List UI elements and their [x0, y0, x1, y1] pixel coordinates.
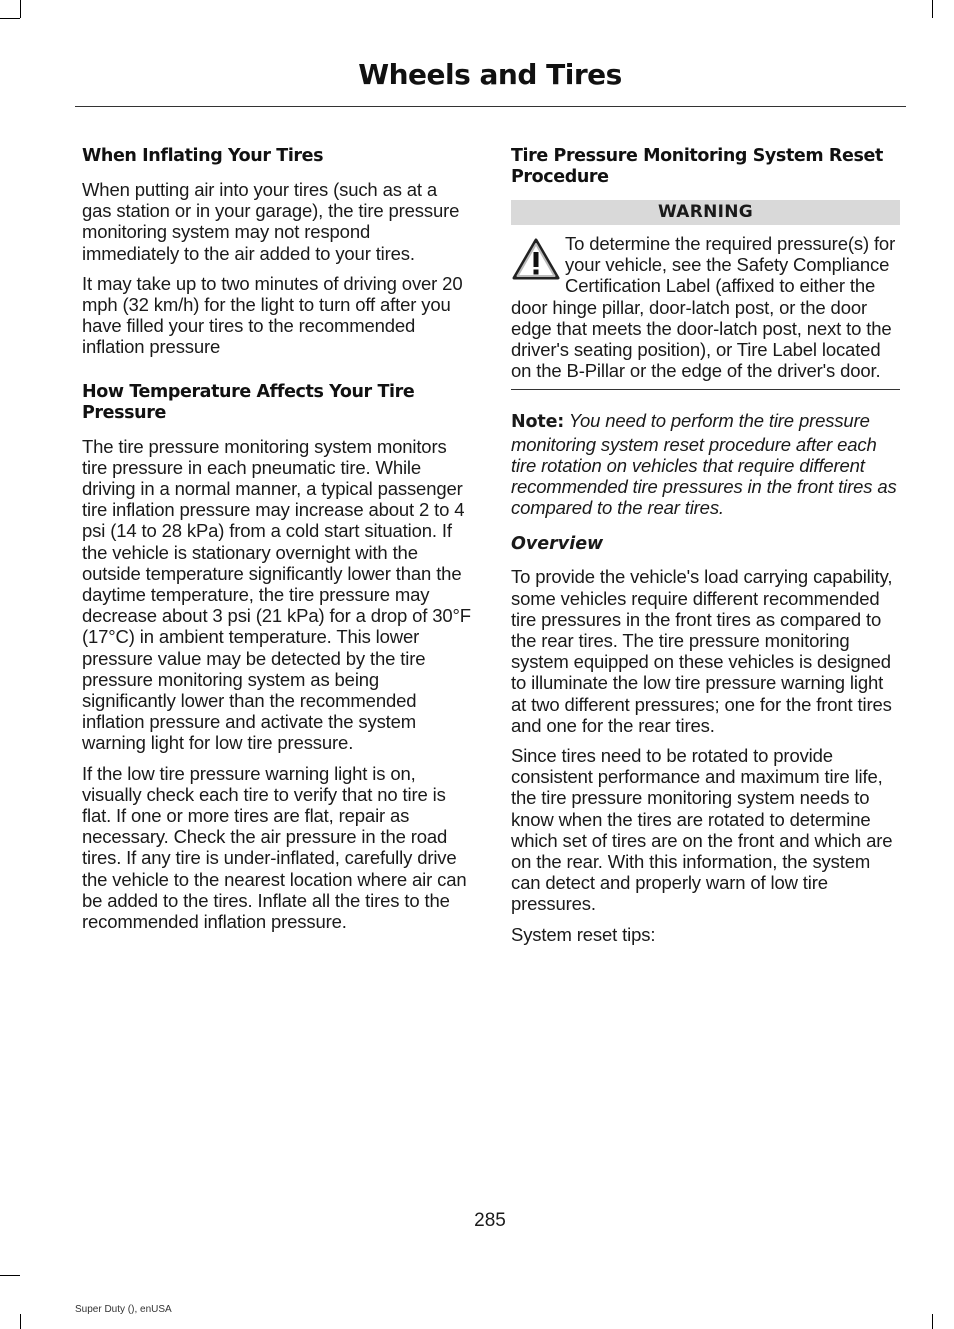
paragraph: When putting air into your tires (such as at a gas station or in your garage), the tire pressure monitoring system may not respond immediately to the air added to your tires. — [82, 179, 460, 264]
note-label: Note: — [511, 412, 565, 433]
crop-mark — [932, 0, 933, 18]
section-heading-inflating: When Inflating Your Tires — [82, 146, 324, 166]
paragraph: Since tires need to be rotated to provide consistent performance and maximum tire life, the tire pressure monitoring system needs to know when the tires are rotated to determine which set of tires are on the front and which are on the rear. With this information, the system can detect and properly warn of low tire pressures. — [511, 745, 893, 915]
footer-text: Super Duty (), enUSA — [75, 1304, 172, 1315]
title-divider — [75, 106, 906, 107]
page-title: Wheels and Tires — [358, 58, 622, 91]
left-column — [82, 146, 471, 941]
warning-box — [511, 233, 900, 381]
crop-mark — [0, 1275, 20, 1276]
crop-mark — [0, 18, 20, 19]
paragraph: It may take up to two minutes of driving over 20 mph (32 km/h) for the light to turn off after you have filled your tires to the recommended inflation pressure — [82, 272, 463, 358]
page-number: 285 — [474, 1210, 506, 1231]
right-column — [511, 146, 900, 954]
note-text: You need to perform the tire pressure monitoring system reset procedure after each tire rotation on vehicles that require different recommended tire pressures in the front tires as compared to the rear tires. — [511, 410, 897, 519]
crop-mark — [20, 0, 21, 18]
paragraph: System reset tips: — [511, 923, 656, 945]
warning-banner: WARNING — [511, 200, 900, 225]
warning-bottom-rule — [511, 389, 900, 390]
section-heading-reset-procedure: Tire Pressure Monitoring System Reset Procedure — [511, 146, 883, 187]
paragraph: If the low tire pressure warning light is on, visually check each tire to verify that no tire is flat. If one or more tires are flat, repair as necessary. Check the air pressure in the road tires. If any tire is under-inflated, carefully drive the vehicle to the nearest location where air can be added to the tires. Inflate all the tires to the recommended inflation pressure. — [82, 762, 467, 933]
subheading-overview: Overview — [511, 534, 604, 555]
section-heading-temperature: How Temperature Affects Your Tire Pressure — [82, 381, 415, 423]
crop-mark — [932, 1314, 933, 1329]
warning-triangle-icon — [511, 237, 561, 281]
crop-mark — [20, 1314, 21, 1329]
warning-text: To determine the required pressure(s) for your vehicle, see the Safety Compliance Certification Label (affixed to either the door hinge pillar, door-latch post, or the door edge that meets the door-latch post, next to the driver's seating position), or Tire Label located on the B-Pillar or the edge of the driver's door. — [511, 233, 896, 382]
note — [511, 410, 900, 518]
paragraph: The tire pressure monitoring system monitors tire pressure in each pneumatic tire. While driving in a normal manner, a typical passenger tire inflation pressure may increase about 2 to 4 psi (14 to 28 kPa) from a cold start situation. If the vehicle is stationary overnight with the outside temperature significantly lower than the daytime temperature, the tire pressure may decrease about 3 psi (21 kPa) for a drop of 30°F (17°C) in ambient temperature. This lower pressure value may be detected by the tire pressure monitoring system as being significantly lower than the recommended inflation pressure and activate the system warning light for low tire pressure. — [82, 435, 471, 754]
paragraph: To provide the vehicle's load carrying capability, some vehicles require different recommended tire pressures in the front tires as compared to the rear tires. The tire pressure monitoring system equipped on these vehicles is designed to illuminate the low tire pressure warning light at two different pressures; one for the front tires and one for the rear tires. — [511, 566, 893, 736]
